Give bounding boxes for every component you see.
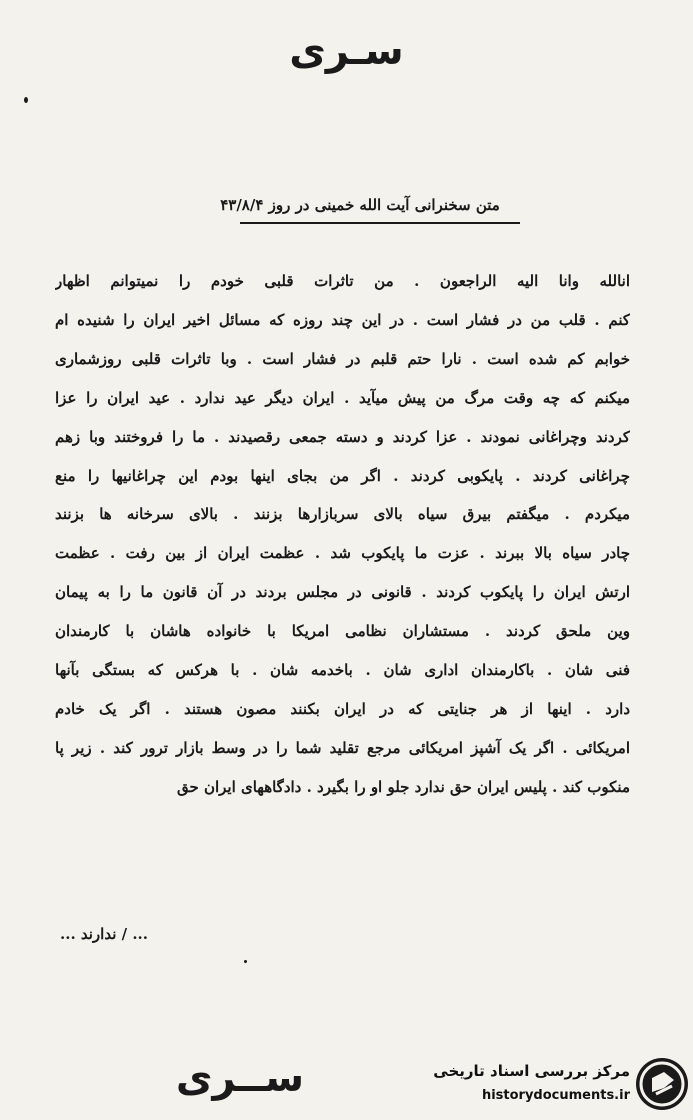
archive-website-link[interactable]: historydocuments.ir — [481, 1088, 630, 1103]
ink-speck — [244, 960, 247, 963]
body-line: انالله وانا الیه الراجعون . من تاثرات قلبی خودم را نمیتوانم اظهار — [55, 272, 630, 290]
speech-heading: متن سخنرانی آیت الله خمینی در روز ۴۳/۸/۴ — [220, 196, 500, 214]
classification-stamp-top: سـری — [289, 28, 404, 74]
body-line: منکوب کند . پلیس ایران حق ندارد جلو او را بگیرد . دادگاههای ایران حق — [176, 777, 630, 796]
heading-underline — [240, 222, 520, 224]
body-line: وین ملحق کردند . مستشاران نظامی امریکا با خانواده هاشان با کارمندان — [55, 622, 630, 641]
classification-stamp-bottom: ســری — [175, 1055, 305, 1101]
body-line: ارتش ایران را پایکوب کردند . قانونی در مجلس بردند در آن قانون ما را به پیمان — [55, 583, 630, 602]
body-line: خوابم کم شده است . نارا حتم قلبم در فشار است . وبا تاثرات قلبی روزشماری — [55, 349, 630, 368]
body-line: میکردم . میگفتم بیرق سیاه بالای سربازارها بزنند . بالای سرخانه ها بزنند — [55, 505, 630, 524]
body-line: چراغانی کردند . پایکوبی کردند . اگر من بجای اینها بودم این چراغانیها را منع — [55, 466, 630, 485]
body-line: کنم . قلب من در فشار است . در این چند روزه که مسائل اخیر ایران را شنیده ام — [55, 310, 630, 329]
ink-speck — [24, 97, 28, 103]
continuation-note: ... / ندارند ... — [60, 925, 148, 943]
body-line: چادر سیاه بالا ببرند . عزت ما پایکوب شد . عظمت ایران از بین رفت . عظمت — [55, 544, 630, 563]
body-line: میکنم که چه وقت مرگ من پیش میآید . ایران دیگر عید ندارد . عید ایران را عزا — [55, 388, 630, 407]
speech-body — [55, 262, 630, 807]
archive-name: مرکز بررسی اسناد تاریخی — [433, 1062, 630, 1080]
body-line: دارد . اینها از هر جنایتی که در ایران بکنند مصون هستند . اگر یک خادم — [55, 699, 630, 718]
body-line: فنی شان . باکارمندان اداری شان . باخدمه شان . با هرکس که بستگی بآنها — [55, 661, 630, 680]
body-line: امریکائی . اگر یک آشپز امریکائی مرجع تقلید شما را در وسط بازار ترور کند . زیر پا — [55, 738, 630, 757]
archive-watermark[interactable] — [420, 1058, 688, 1116]
body-line: کردند وچراغانی نمودند . عزا کردند و دسته جمعی رقصیدند . ما را فروختند وبا زهم — [55, 427, 630, 446]
document-archive-logo-icon — [636, 1058, 688, 1110]
